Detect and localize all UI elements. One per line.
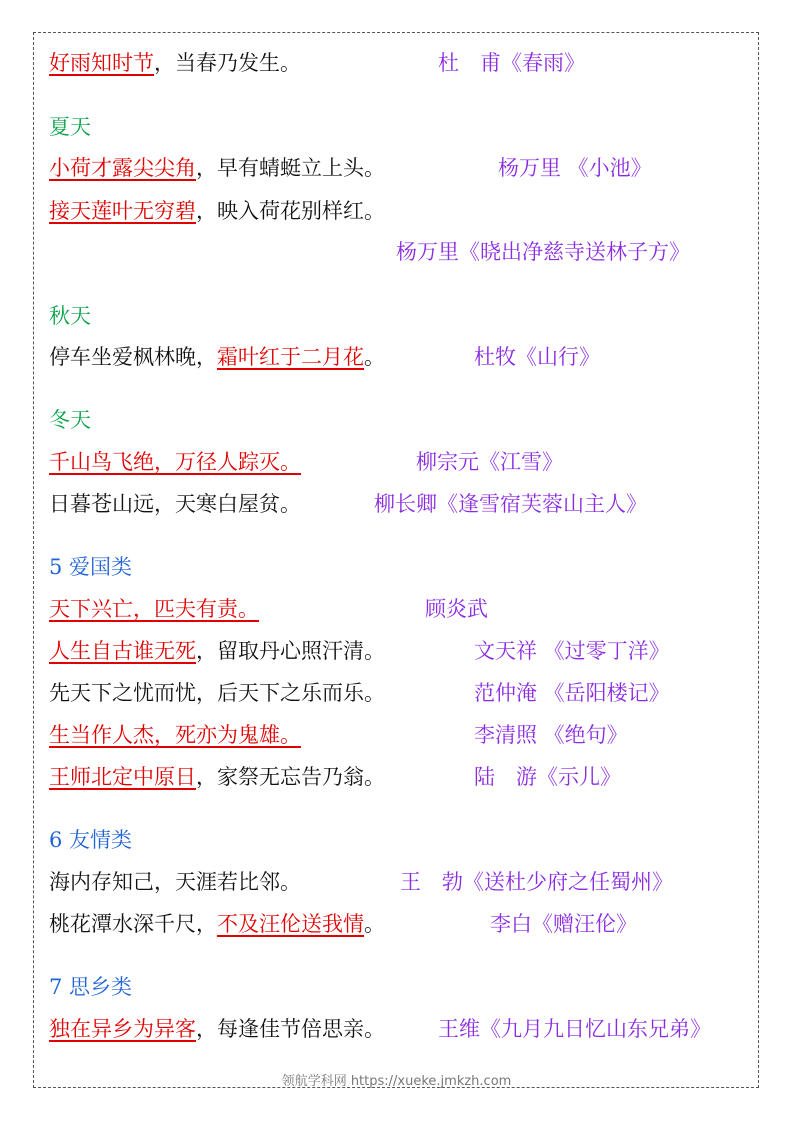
verse-text: ，每逢佳节倍思亲。 bbox=[196, 1017, 385, 1041]
poem-source: 杜牧《山行》 bbox=[474, 345, 600, 369]
section-heading: 6 友情类 bbox=[49, 828, 133, 852]
verse-text: 日暮苍山远，天寒白屋贫。 bbox=[49, 492, 301, 516]
verse-text: ，当春乃发生。 bbox=[154, 51, 301, 75]
poem-source: 范仲淹 《岳阳楼记》 bbox=[474, 681, 670, 705]
verse-text: 停车坐爱枫林晚， bbox=[49, 345, 217, 369]
verse-text: 。 bbox=[364, 912, 385, 936]
poem-line bbox=[49, 1014, 711, 1044]
highlighted-verse: 小荷才露尖尖角 bbox=[49, 156, 196, 180]
poem-line bbox=[49, 489, 647, 519]
section-heading: 7 思乡类 bbox=[49, 975, 133, 999]
verse-text: 。 bbox=[364, 345, 385, 369]
highlighted-verse: 接天莲叶无穷碧 bbox=[49, 199, 196, 223]
poem-line bbox=[49, 678, 670, 708]
section-heading: 冬天 bbox=[49, 408, 91, 432]
verse-text: ，早有蜻蜓立上头。 bbox=[196, 156, 385, 180]
poem-source: 王维《九月九日忆山东兄弟》 bbox=[438, 1017, 711, 1041]
highlighted-verse: 人生自古谁无死 bbox=[49, 639, 196, 663]
poem-source: 杨万里 《小池》 bbox=[498, 156, 652, 180]
poem-line bbox=[49, 48, 585, 78]
section-heading: 5 爱国类 bbox=[49, 555, 133, 579]
poem-line bbox=[49, 342, 600, 372]
verse-text: ，映入荷花别样红。 bbox=[196, 199, 385, 223]
highlighted-verse: 好雨知时节 bbox=[49, 51, 154, 75]
verse-text: 桃花潭水深千尺， bbox=[49, 912, 217, 936]
poem-source: 柳宗元《江雪》 bbox=[416, 450, 563, 474]
section-heading: 秋天 bbox=[49, 304, 91, 328]
poem-line bbox=[49, 636, 670, 666]
highlighted-verse: 不及汪伦送我情 bbox=[217, 912, 364, 936]
poem-line bbox=[49, 594, 488, 624]
verse-text: ，家祭无忘告乃翁。 bbox=[196, 765, 385, 789]
poem-source: 杜 甫《春雨》 bbox=[438, 51, 585, 75]
poem-line bbox=[49, 447, 563, 477]
poem-source: 柳长卿《逢雪宿芙蓉山主人》 bbox=[374, 492, 647, 516]
verse-text: 先天下之忧而忧，后天下之乐而乐。 bbox=[49, 681, 385, 705]
poem-source: 顾炎武 bbox=[425, 597, 488, 621]
poem-line bbox=[49, 762, 621, 792]
footer-watermark: 领航学科网 https://xueke.jmkzh.com bbox=[281, 1074, 512, 1089]
highlighted-verse: 千山鸟飞绝，万径人踪灭。 bbox=[49, 450, 301, 474]
poem-source: 王 勃《送杜少府之任蜀州》 bbox=[400, 870, 673, 894]
poem-line bbox=[49, 867, 673, 897]
poem-line bbox=[49, 196, 385, 226]
poem-source: 杨万里《晓出净慈寺送林子方》 bbox=[396, 240, 690, 264]
highlighted-verse: 独在异乡为异客 bbox=[49, 1017, 196, 1041]
highlighted-verse: 王师北定中原日 bbox=[49, 765, 196, 789]
verse-text: ，留取丹心照汗清。 bbox=[196, 639, 385, 663]
poem-source: 李清照 《绝句》 bbox=[474, 723, 628, 747]
poem-source: 陆 游《示儿》 bbox=[474, 765, 621, 789]
section-heading: 夏天 bbox=[49, 115, 91, 139]
poem-source: 李白《赠汪伦》 bbox=[490, 912, 637, 936]
poem-line bbox=[49, 720, 628, 750]
poem-line bbox=[49, 153, 652, 183]
highlighted-verse: 生当作人杰，死亦为鬼雄。 bbox=[49, 723, 301, 747]
highlighted-verse: 天下兴亡，匹夫有责。 bbox=[49, 597, 259, 621]
poem-source: 文天祥 《过零丁洋》 bbox=[474, 639, 670, 663]
highlighted-verse: 霜叶红于二月花 bbox=[217, 345, 364, 369]
verse-text: 海内存知己，天涯若比邻。 bbox=[49, 870, 301, 894]
poem-line bbox=[49, 909, 637, 939]
